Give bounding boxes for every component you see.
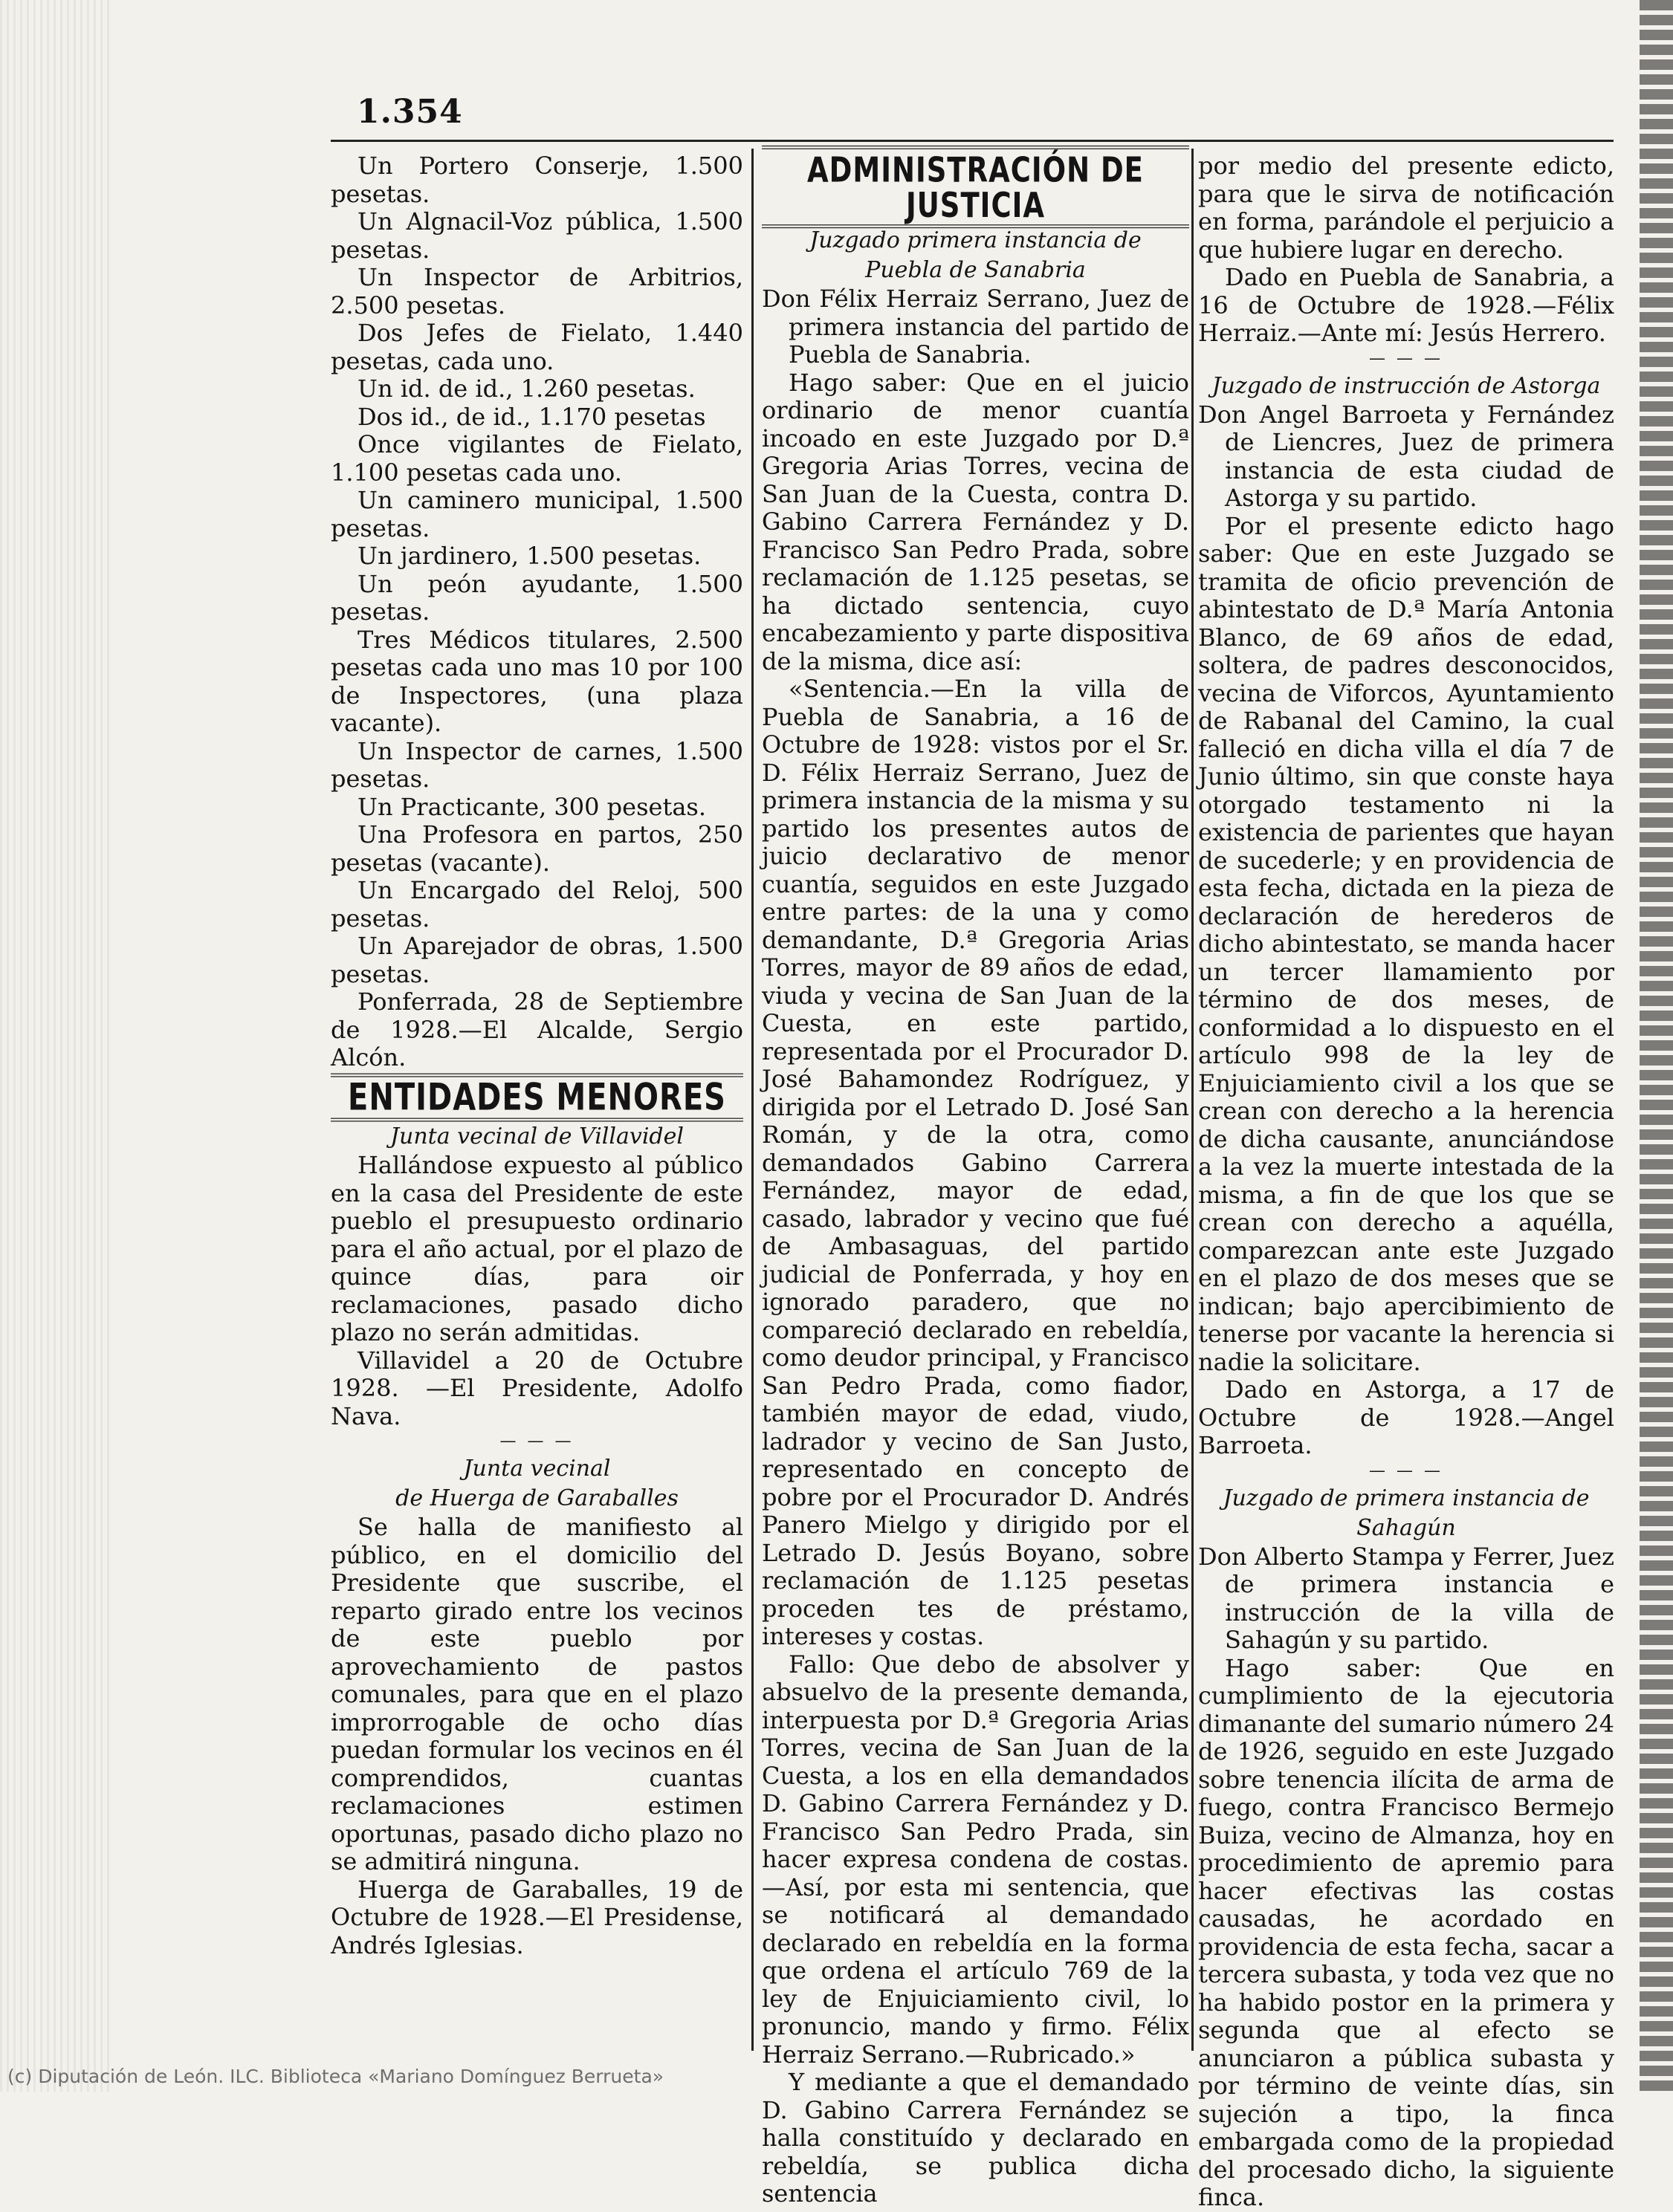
budget-item: Once vigilantes de Fielato, 1.100 pesetas cada uno. <box>331 430 743 487</box>
separator: — — — <box>1369 1461 1443 1480</box>
court-intro: Don Félix Herraiz Serrano, Juez de primera instancia del partido de Puebla de Sanabria. <box>762 285 1189 369</box>
budget-item: Un peón ayudante, 1.500 pesetas. <box>331 569 743 626</box>
notice-body: Fallo: Que debo de absolver y absuelvo de la presente demanda, interpuesta por D.ª Gregoria Arias Torres, vecina de San Juan de la Cuesta, a los en ella demandados D. Gabino Carrera Fernández y D. Francisco San Pedro Prada, sin hacer expresa condena de costas.—Así, por esta mi sentencia, que se notificará al demandado declarado en rebeldía en la forma que ordena el artículo 769 de la ley de Enjuiciamiento civil, lo pronuncio, mando y firmo. Félix Herraiz Serrano.—Rubricado.» <box>762 1650 1189 2069</box>
signature: Villavidel a 20 de Octubre 1928. —El Presidente, Adolfo Nava. <box>331 1346 743 1430</box>
notice-body: Y mediante a que el demandado D. Gabino Carrera Fernández se halla constituído y declarado en rebeldía, se publica dicha sentencia <box>762 2068 1189 2208</box>
court-title: Sahagún <box>1356 1514 1456 1541</box>
court-title: Juzgado primera instancia de <box>809 227 1142 253</box>
court-intro: Don Alberto Stampa y Ferrer, Juez de primera instancia e instrucción de la villa de Sahagún y su partido. <box>1198 1542 1614 1654</box>
signature: Dado en Puebla de Sanabria, a 16 de Octubre de 1928.—Félix Herraiz.—Ante mí: Jesús Herrero. <box>1198 263 1614 347</box>
notice-title: Junta vecinal <box>463 1456 611 1482</box>
budget-item: Un Practicante, 300 pesetas. <box>357 792 706 821</box>
notice-body: por medio del presente edicto, para que le sirva de notificación en forma, parándole el perjuicio a que hubiere lugar en derecho. <box>1198 152 1614 264</box>
column-2 <box>762 152 1189 2208</box>
budget-item: Un Inspector de carnes, 1.500 pesetas. <box>331 736 743 793</box>
top-rule <box>331 140 1614 142</box>
notice-title: de Huerga de Garaballes <box>395 1485 679 1511</box>
budget-item: Un Inspector de Arbitrios, 2.500 pesetas. <box>331 263 743 320</box>
notice-title: Junta vecinal de Villavidel <box>390 1123 684 1149</box>
notice-body: Hago saber: Que en cumplimiento de la ejecutoria dimanante del sumario número 24 de 1926, seguido en este Juzgado sobre tenencia ilícita de arma de fuego, contra Francisco Bermejo Buiza, vecino de Almanza, hoy en procedimiento de apremio para hacer efectivas las costas causadas, he acordado en providencia de esta fecha, sacar a tercera subasta, y toda vez que no ha habido postor en la primera y segunda que al efecto se anunciaron a pública subasta y por término de veinte días, sin sujeción a tipo, la finca embargada como de la propiedad del procesado dicho, la siguiente finca. <box>1198 1653 1614 2211</box>
signature: Ponferrada, 28 de Septiembre de 1928.—El Alcalde, Sergio Alcón. <box>331 987 743 1071</box>
scan-right-edge <box>1640 0 1673 2092</box>
court-intro: Don Angel Barroeta y Fernández de Liencres, Juez de primera instancia de esta ciudad de Astorga y su partido. <box>1198 400 1614 512</box>
signature: Dado en Astorga, a 17 de Octubre de 1928.—Angel Barroeta. <box>1198 1375 1614 1459</box>
notice-body: Por el presente edicto hago saber: Que en este Juzgado se tramita de oficio prevención de abintestato de D.ª María Antonia Blanco, de 69 años de edad, soltera, de padres desconocidos, vecina de Viforcos, Ayuntamiento de Rabanal del Camino, la cual falleció en dicha villa el día 7 de Junio último, sin que conste haya otorgado testamento ni la existencia de parientes que hayan de sucederle; y en providencia de esta fecha, dictada en la pieza de declaración de herederos de dicho abintestato, se manda hacer un tercer llamamiento por término de dos meses, de conformidad a lo dispuesto en el artículo 998 de la ley de Enjuiciamiento civil a los que se crean con derecho a la herencia de dicha causante, anunciándose a la vez la muerte intestada de la misma, a fin de que los que se crean con derecho a aquélla, comparezcan ante este Juzgado en el plazo de dos meses que se indican; bajo apercibimiento de tenerse por vacante la herencia si nadie la solicitare. <box>1198 511 1614 1376</box>
column-1 <box>331 152 743 1959</box>
signature: Huerga de Garaballes, 19 de Octubre de 1928.—El Presidense, Andrés Iglesias. <box>331 1875 743 1959</box>
notice-body: Hago saber: Que en el juicio ordinario de menor cuantía incoado en este Juzgado por D.ª Gregoria Arias Torres, vecina de San Juan de la Cuesta, contra D. Gabino Carrera Fernández y D. Francisco San Pedro Prada, sobre reclamación de 1.125 pesetas, se ha dictado sentencia, cuyo encabezamiento y parte dispositiva de la misma, dice así: <box>762 368 1189 675</box>
court-title: Juzgado de primera instancia de <box>1223 1485 1590 1511</box>
column-divider <box>1191 149 1194 2051</box>
column-3 <box>1198 152 1614 2212</box>
budget-item: Un Encargado del Reloj, 500 pesetas. <box>331 876 743 933</box>
notice-body: Se halla de manifiesto al público, en el domicilio del Presidente que suscribe, el reparto girado entre los vecinos de este pueblo por aprovechamiento de pastos comunales, para que en el plazo improrrogable de ocho días puedan formular los vecinos en él comprendidos, cuantas reclamaciones estimen oportunas, pasado dicho plazo no se admitirá ninguna. <box>331 1513 743 1875</box>
budget-item: Una Profesora en partos, 250 pesetas (vacante). <box>331 820 743 877</box>
budget-item: Un Algnacil-Voz pública, 1.500 pesetas. <box>331 207 743 264</box>
column-divider <box>751 149 754 2051</box>
court-title: Juzgado de instrucción de Astorga <box>1211 372 1601 399</box>
budget-item: Un Aparejador de obras, 1.500 pesetas. <box>331 932 743 988</box>
separator: — — — <box>1369 348 1443 368</box>
notice-body: «Sentencia.—En la villa de Puebla de Sanabria, a 16 de Octubre de 1928: vistos por el Sr. D. Félix Herraiz Serrano, Juez de primera instancia de la misma y su partido los presentes autos de juicio declarativo de menor cuantía, seguidos en este Juzgado entre partes: de la una y como demandante, D.ª Gregoria Arias Torres, mayor de 89 años de edad, viuda y vecina de San Juan de la Cuesta, en este partido, representada por el Procurador D. José Bahamondez Rodríguez, y dirigida por el Letrado D. José San Román, y de la otra, como demandados Gabino Carrera Fernández, mayor de edad, casado, labrador y vecino que fué de Ambasaguas, del partido judicial de Ponferrada, y hoy en ignorado paradero, que no compareció declarado en rebeldía, como deudor principal, y Francisco San Pedro Prada, como fiador, también mayor de edad, viudo, ladrador y vecino de San Justo, representado en concepto de pobre por el Procurador D. Andrés Panero Mielgo y dirigido por el Letrado D. Jesús Boyano, sobre reclamación de 1.125 pesetas proceden tes de préstamo, intereses y costas. <box>762 675 1189 1650</box>
budget-item: Dos id., de id., 1.170 pesetas <box>357 402 706 431</box>
scan-left-margin <box>0 0 111 2092</box>
page-number: 1.354 <box>357 93 463 131</box>
budget-item: Un jardinero, 1.500 pesetas. <box>357 542 702 570</box>
notice-body: Hallándose expuesto al público en la casa del Presidente de este pueblo el presupuesto ordinario para el año actual, por el plazo de quince días, para oir reclamaciones, pasado dicho plazo no serán admitidas. <box>331 1151 743 1346</box>
separator: — — — <box>499 1432 575 1450</box>
budget-item: Dos Jefes de Fielato, 1.440 pesetas, cada uno. <box>331 319 743 375</box>
section-heading-justicia: ADMINISTRACIÓN DE JUSTICIA <box>762 146 1189 228</box>
copyright-footer: (c) Diputación de León. ILC. Biblioteca «Mariano Domínguez Berrueta» <box>7 2066 664 2087</box>
budget-item: Un Portero Conserje, 1.500 pesetas. <box>331 152 743 208</box>
court-title: Puebla de Sanabria <box>865 257 1086 283</box>
budget-item: Un caminero municipal, 1.500 pesetas. <box>331 486 743 542</box>
budget-item: Un id. de id., 1.260 pesetas. <box>357 374 696 403</box>
section-heading-entidades: ENTIDADES MENORES <box>331 1073 743 1120</box>
budget-item: Tres Médicos titulares, 2.500 pesetas cada uno mas 10 por 100 de Inspectores, (una plaza vacante). <box>331 625 743 737</box>
